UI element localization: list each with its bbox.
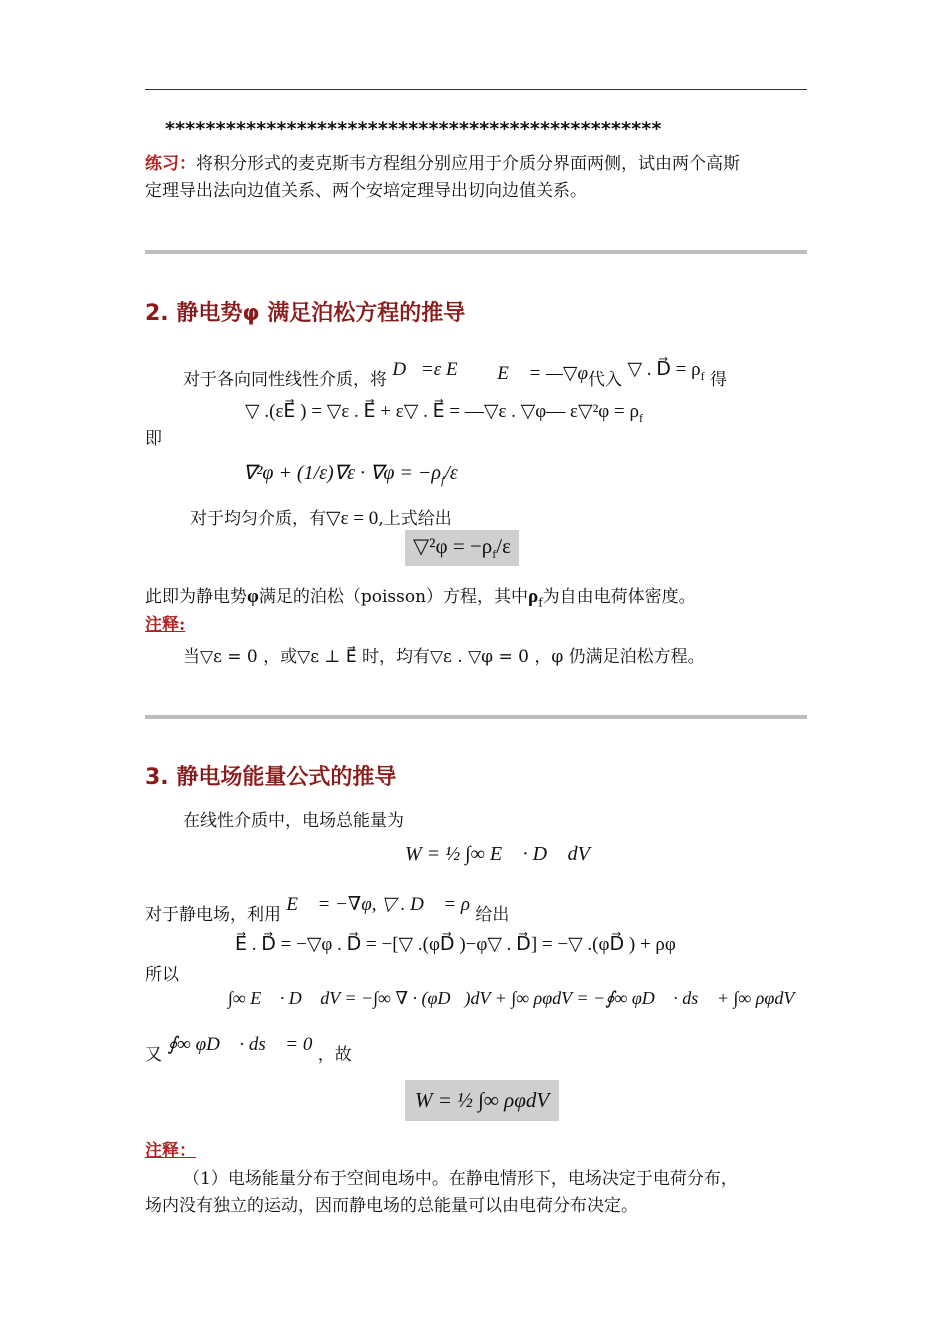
- s2-conclusion-b: 满足的泊松（poisson）方程，其中: [258, 587, 529, 607]
- s2-conclusion: [145, 582, 696, 609]
- s3-note1-line2: 场内没有独立的运动，因而静电场的总能量可以由电荷分布决定。: [145, 1196, 638, 1216]
- s2-eq-main-body: ∇²φ + (1/ε)∇ε · ∇φ = −ρ: [243, 462, 441, 484]
- s3-eq-w: W = ½ ∫∞ E⃗ · D⃗ dV: [405, 843, 590, 865]
- section-divider-2: [145, 715, 807, 719]
- s3-suoyi: 所以: [145, 965, 179, 985]
- s3-static-b: 给出: [475, 905, 510, 925]
- s2-intro3: 得: [710, 370, 728, 390]
- s2-conclusion-rho: ρ: [528, 586, 539, 607]
- s2-eq-expand-sub: f: [638, 410, 643, 425]
- s2-eq-expand: [245, 400, 643, 426]
- exercise-paragraph: [145, 151, 807, 205]
- section3-heading: 3. 静电场能量公式的推导: [145, 765, 397, 790]
- s2-poisson-sub: f: [492, 547, 497, 562]
- section-divider: [145, 250, 807, 254]
- separator-stars: *************************************************: [165, 118, 662, 140]
- s2-eq-main-tail: /ε: [444, 462, 458, 484]
- s3-static-eq: E⃗ = −∇φ, ▽ . D⃗ = ρ: [286, 894, 471, 915]
- s2-eq-div-sub: f: [700, 368, 705, 383]
- s2-conclusion-c: 为自由电荷体密度。: [542, 587, 696, 607]
- s3-intro: 在线性介质中，电场总能量为: [183, 811, 404, 831]
- s2-intro-line: [183, 359, 728, 394]
- s3-gu: ，故: [317, 1045, 352, 1065]
- s2-eq-e: E⃗ = —▽φ: [497, 363, 589, 384]
- s3-eq-surf: ∮∞ φD⃗ · ds⃗ = 0: [167, 1034, 313, 1055]
- s3-static-a: 对于静电场，利用: [145, 905, 281, 925]
- top-rule: [145, 89, 807, 90]
- exercise-label: 练习：: [145, 154, 196, 174]
- s2-uniform-eq: ▽ε = 0: [326, 508, 379, 529]
- s3-you: 又: [145, 1045, 162, 1065]
- s3-you-line: [145, 1034, 352, 1066]
- s2-note-line: 当▽ε = 0 ，或▽ε ⊥ E⃗ 时，均有▽ε . ▽φ = 0 ，φ 仍满足泊松方程。: [183, 647, 705, 667]
- s3-eq-int: ∫∞ E⃗ · D⃗ dV = −∫∞ ∇ · (φD⃗)dV + ∫∞ ρφdV = −∮∞ φD⃗ · ds⃗ + ∫∞ ρφdV: [228, 988, 795, 1008]
- s2-eq-div: [627, 359, 705, 383]
- s2-eq-expand-main: ▽ .(εE⃗ ) = ▽ε . E⃗ + ε▽ . E⃗ = —▽ε . ▽φ— ε▽²φ = ρ: [245, 401, 639, 422]
- s3-note1: [145, 1166, 807, 1220]
- s3-note1-line1: （1）电场能量分布于空间电场中。在静电情形下，电场决定于电荷分布，: [183, 1169, 738, 1189]
- s3-eq-final-box: W = ½ ∫∞ ρφdV: [405, 1080, 559, 1121]
- exercise-line2: 定理导出法向边值关系、两个安培定理导出切向边值关系。: [145, 181, 587, 201]
- s2-conclusion-rho-sub: f: [538, 595, 543, 610]
- s2-eq-d: D⃗=ε E⃗ ，: [392, 359, 492, 380]
- s2-uniform-tail: ,上式给出: [378, 509, 452, 529]
- s2-poisson-tail: /ε: [496, 534, 511, 558]
- s2-ji: 即: [145, 429, 162, 449]
- s2-eq-main: [243, 460, 458, 488]
- s2-eq-main-sub: f: [441, 473, 445, 487]
- s3-eq-ed: E⃗ . D⃗ = −▽φ . D⃗ = −[▽ .(φD⃗ )−φ▽ . D⃗] = −▽ .(φD⃗ ) + ρφ: [235, 934, 676, 955]
- exercise-line1: 将积分形式的麦克斯韦方程组分别应用于介质分界面两侧，试由两个高斯: [196, 154, 740, 174]
- s3-static-line: [145, 894, 510, 926]
- s2-intro: 对于各向同性线性介质，将: [183, 370, 387, 390]
- s3-note-label: 注释：: [145, 1141, 196, 1161]
- section2-heading: 2. 静电势φ 满足泊松方程的推导: [145, 301, 466, 326]
- s2-uniform-line: [190, 504, 452, 530]
- s2-conclusion-phi: φ: [247, 586, 259, 607]
- s2-intro2: 代入: [588, 370, 623, 390]
- s2-note-label: 注释:: [145, 615, 186, 635]
- s2-poisson: ▽²φ = −ρ: [413, 534, 493, 558]
- s2-eq-div-main: ▽ . D⃗ = ρ: [627, 359, 701, 380]
- s2-conclusion-a: 此即为静电势: [145, 587, 247, 607]
- s2-uniform: 对于均匀介质，有: [190, 509, 326, 529]
- s2-poisson-box: [405, 530, 519, 566]
